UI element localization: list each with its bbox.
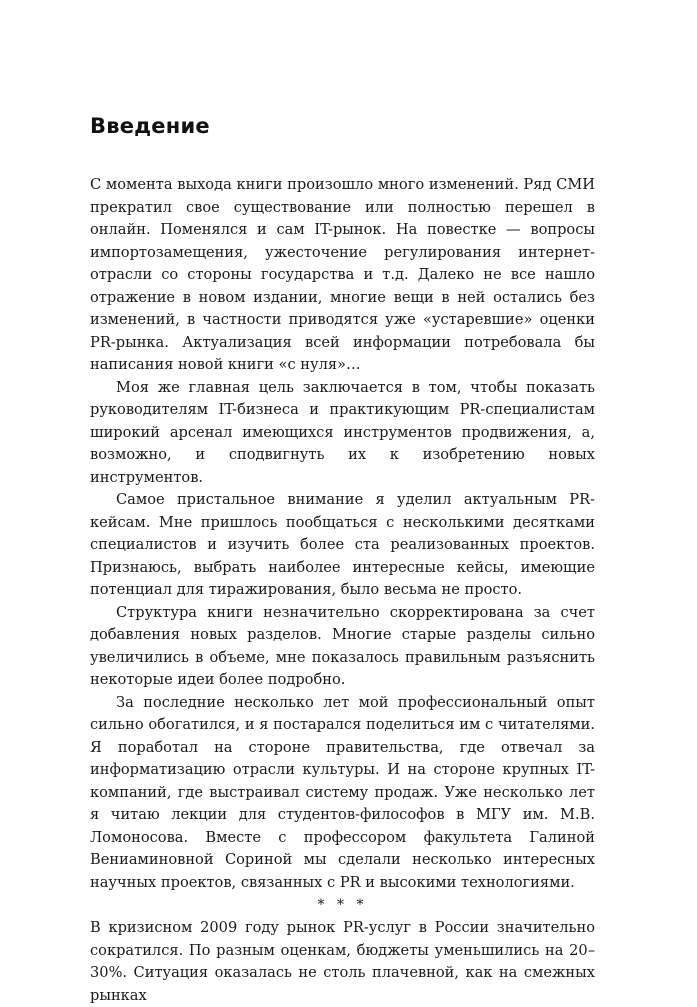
paragraph-5: За последние несколько лет мой профессиональный опыт сильно обогатился, и я постарался поделиться им с читателями. Я поработал на стороне правительства, где отвечал за информатизацию отрасли культуры. И на стороне крупных IT-компаний, где выстраивал систему продаж. Уже несколько лет я читаю лекции для студентов-философов в МГУ им. М.В. Ломоносова. Вместе с профессором факультета Галиной Вениаминовной Сориной мы сделали несколько интересных научных проектов, связанных с PR и высокими технологиями.: [90, 693, 595, 891]
paragraph-after-separator: В кризисном 2009 году рынок PR-услуг в России значительно сократился. По разным оценкам, бюджеты уменьшились на 20–30%. Ситуация оказалась не столь плачевной, как на смежных рынках: [90, 919, 595, 1004]
chapter-heading: Введение: [90, 114, 210, 138]
paragraph-4: Структура книги незначительно скорректирована за счет добавления новых разделов. Многие старые разделы сильно увеличились в объеме, мне показалось правильным разъяснить некоторые идеи более подробно.: [90, 603, 595, 688]
paragraph-3: Самое пристальное внимание я уделил актуальным PR-кейсам. Мне пришлось пообщаться с несколькими десятками специалистов и изучить более ста реализованных проектов. Признаюсь, выбрать наиболее интересные кейсы, имеющие потенциал для тиражирования, было весьма не просто.: [90, 491, 595, 598]
body-text: [90, 174, 595, 1007]
paragraph-1: С момента выхода книги произошло много изменений. Ряд СМИ прекратил свое существование или полностью перешел в онлайн. Поменялся и сам IT-рынок. На повестке — вопросы импортозамещения, ужесточение регулирования интернет-отрасли со стороны государства и т.д. Далеко не все нашло отражение в новом издании, многие вещи в ней остались без изменений, в частности приводятся уже «устаревшие» оценки PR-рынка. Актуализация всей информации потребовала бы написания новой книги «с нуля»…: [90, 176, 595, 373]
section-separator: * * *: [317, 897, 368, 913]
paragraph-2: Моя же главная цель заключается в том, чтобы показать руководителям IT-бизнеса и практикующим PR-специалистам широкий арсенал имеющихся инструментов продвижения, а, возможно, и сподвигнуть их к изобретению новых инструментов.: [90, 378, 595, 486]
